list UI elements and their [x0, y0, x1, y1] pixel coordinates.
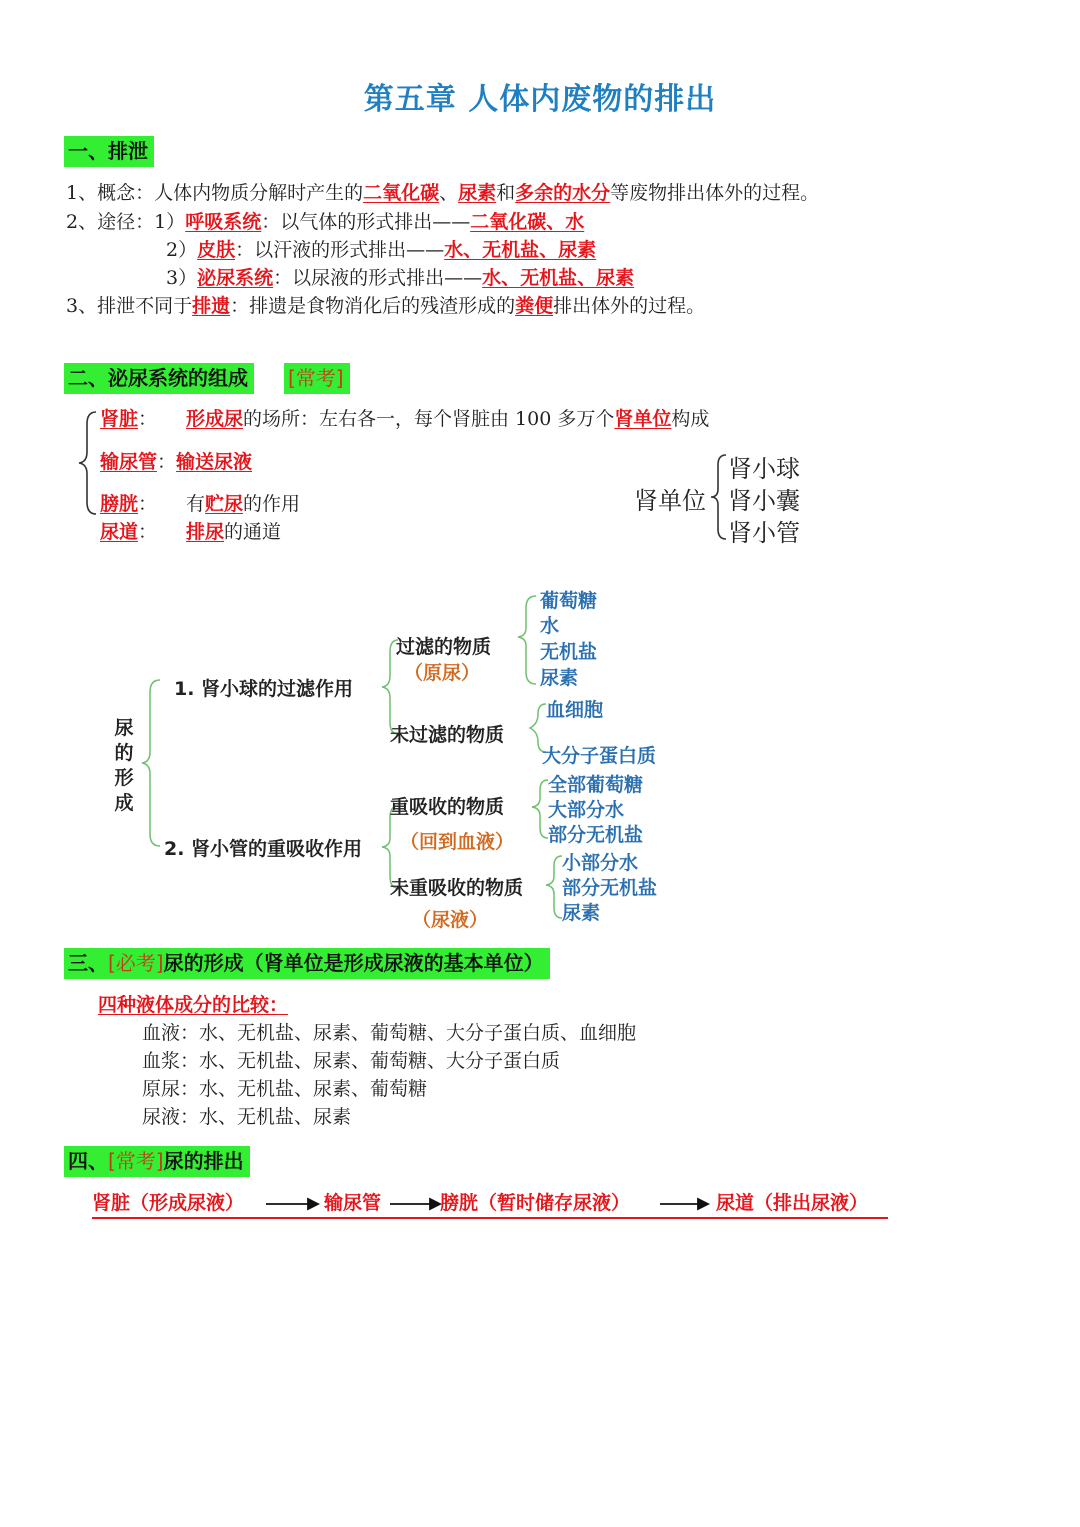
keyword-feces: 粪便 — [515, 295, 554, 317]
keyword-sweat-contents: 水、无机盐、尿素 — [444, 239, 597, 261]
heading-text: 尿的形成（肾单位是形成尿液的基本单位） — [163, 951, 544, 975]
not-reabsorbed-item: 部分无机盐 — [562, 877, 658, 899]
not-reabsorbed-item: 小部分水 — [562, 852, 639, 874]
pathway-number: 3） — [166, 267, 198, 289]
nephron-part-2: 肾小囊 — [728, 487, 800, 515]
pathway-text: ：以气体的形式排出—— — [261, 211, 471, 233]
organ-name-bladder: 膀胱 — [100, 493, 139, 515]
keyword-nephron: 肾单位 — [614, 408, 672, 430]
pathway-text: ：以尿液的形式排出—— — [273, 267, 483, 289]
fluid-row-primary-urine: 原尿：水、无机盐、尿素、葡萄糖 — [142, 1078, 428, 1100]
heading-number: 四、 — [68, 1149, 108, 1173]
colon: ： — [138, 521, 158, 543]
organ-name-kidney: 肾脏 — [100, 408, 139, 430]
keyword-excess-water: 多余的水分 — [515, 182, 611, 204]
keyword-co2: 二氧化碳 — [363, 182, 440, 204]
process-tubular-reabsorption: 2. 肾小管的重吸收作用 — [164, 838, 363, 860]
heading-number: 三、 — [68, 951, 108, 975]
colon: ： — [138, 493, 158, 515]
not-reabsorbed-substances: 未重吸收的物质 — [390, 877, 524, 899]
heading-text: 尿的排出 — [163, 1149, 244, 1173]
diagram-root: 尿的形成 — [114, 717, 134, 814]
egestion-text-end: 排出体外的过程。 — [553, 295, 706, 317]
page-title: 第五章 人体内废物的排出 — [363, 82, 717, 117]
process-glomerular-filtration: 1. 肾小球的过滤作用 — [174, 678, 354, 700]
pathway-label: 2、途径：1） — [66, 211, 186, 233]
bladder-text-end: 的作用 — [243, 493, 301, 515]
tag-required-exam: [必考] — [108, 951, 164, 975]
keyword-skin: 皮肤 — [197, 239, 236, 261]
filtered-note: （原尿） — [404, 662, 481, 684]
nephron-part-1: 肾小球 — [728, 455, 800, 483]
keyword-form-urine: 形成尿 — [186, 408, 244, 430]
concept-text-end: 等废物排出体外的过程。 — [610, 182, 820, 204]
keyword-excrete-urine: 排尿 — [186, 521, 225, 543]
pathway-text: ：以汗液的形式排出—— — [235, 239, 445, 261]
flow-step-kidney: 肾脏（形成尿液） — [92, 1192, 245, 1214]
unfiltered-item: 大分子蛋白质 — [542, 745, 657, 767]
fluid-row-urine: 尿液：水、无机盐、尿素 — [142, 1106, 352, 1128]
filtered-item: 水 — [540, 615, 560, 637]
keyword-store-urine: 贮尿 — [205, 493, 244, 515]
keyword-egestion: 排遗 — [192, 295, 231, 317]
kidney-desc-end: 构成 — [671, 408, 710, 430]
conj: 和 — [496, 182, 516, 204]
keyword-urinary-system: 泌尿系统 — [197, 267, 274, 289]
filtered-substances: 过滤的物质 — [396, 636, 492, 658]
concept-text: 1、概念：人体内物质分解时产生的 — [66, 182, 364, 204]
arrow-icon — [308, 1199, 318, 1209]
section-heading-excretion: 一、排泄 — [64, 136, 154, 167]
keyword-urea: 尿素 — [458, 182, 497, 204]
keyword-urine-contents: 水、无机盐、尿素 — [482, 267, 635, 289]
reabsorbed-item: 大部分水 — [548, 799, 625, 821]
flow-step-ureter: 输尿管 — [324, 1192, 382, 1214]
keyword-transport-urine: 输送尿液 — [176, 451, 253, 473]
pathway-number: 2） — [166, 239, 198, 261]
egestion-text-mid: ：排遗是食物消化后的残渣形成的 — [230, 295, 516, 317]
flow-step-urethra: 尿道（排出尿液） — [716, 1192, 869, 1214]
unfiltered-item: 血细胞 — [546, 699, 604, 721]
flow-step-bladder: 膀胱（暂时储存尿液） — [440, 1192, 631, 1214]
not-reabsorbed-item: 尿素 — [562, 902, 601, 924]
colon: ： — [157, 451, 177, 473]
bladder-text: 有 — [186, 493, 206, 515]
keyword-co2-water: 二氧化碳、水 — [470, 211, 585, 233]
reabsorbed-item: 部分无机盐 — [548, 824, 644, 846]
fluid-comparison-title: 四种液体成分的比较： — [98, 994, 289, 1016]
unfiltered-substances: 未过滤的物质 — [390, 724, 505, 746]
not-reabsorbed-note: （尿液） — [412, 909, 489, 931]
urethra-text: 的通道 — [224, 521, 282, 543]
organ-name-ureter: 输尿管 — [100, 451, 158, 473]
reabsorbed-substances: 重吸收的物质 — [390, 796, 505, 818]
sep: 、 — [439, 182, 459, 204]
nephron-label: 肾单位 — [634, 487, 706, 515]
organ-name-urethra: 尿道 — [100, 521, 139, 543]
keyword-respiratory-system: 呼吸系统 — [185, 211, 262, 233]
egestion-text: 3、排泄不同于 — [66, 295, 193, 317]
arrow-icon — [698, 1199, 708, 1209]
section-heading-urinary-system: 二、泌尿系统的组成 — [64, 363, 254, 394]
filtered-item: 尿素 — [540, 667, 579, 689]
arrow-icon — [430, 1199, 440, 1209]
colon: ： — [138, 408, 158, 430]
filtered-item: 无机盐 — [540, 641, 598, 663]
reabsorbed-note: （回到血液） — [400, 831, 515, 853]
filtered-item: 葡萄糖 — [540, 590, 598, 612]
kidney-desc-text: 的场所：左右各一，每个肾脏由 100 多万个 — [243, 408, 615, 430]
nephron-part-3: 肾小管 — [728, 519, 800, 547]
tag-text: [常考] — [288, 366, 344, 390]
tag-common-exam: [常考] — [108, 1149, 164, 1173]
fluid-row-blood: 血液：水、无机盐、尿素、葡萄糖、大分子蛋白质、血细胞 — [142, 1022, 637, 1044]
fluid-row-plasma: 血浆：水、无机盐、尿素、葡萄糖、大分子蛋白质 — [142, 1050, 561, 1072]
reabsorbed-item: 全部葡萄糖 — [548, 774, 644, 796]
